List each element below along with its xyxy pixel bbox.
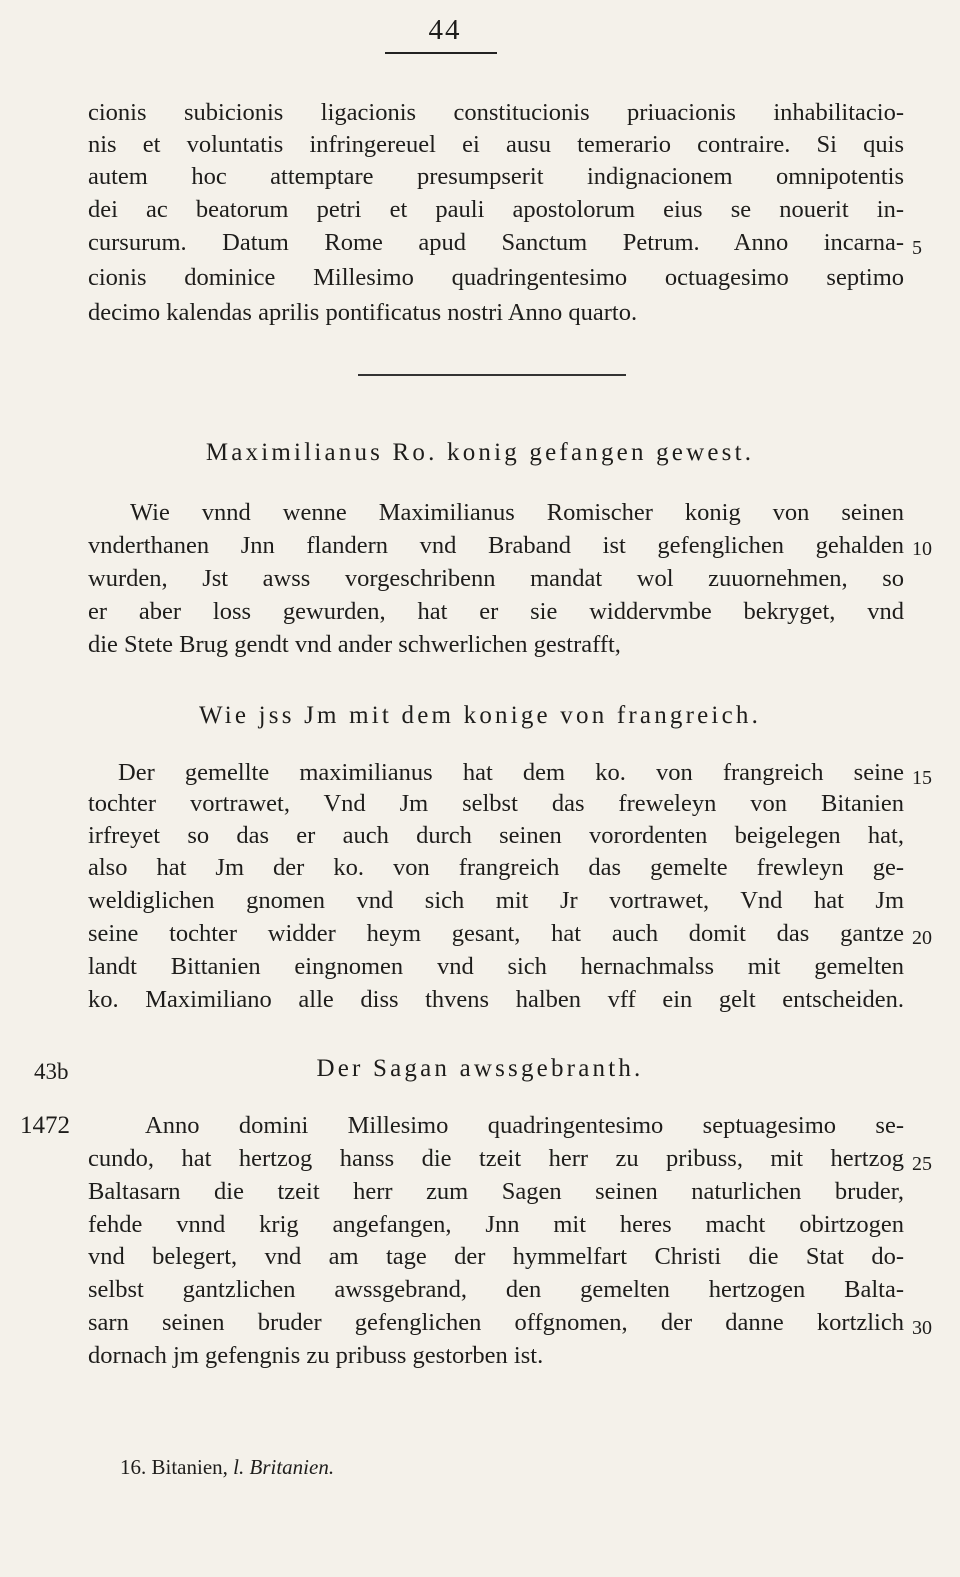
- text-line: vnderthanen Jnn flandern vnd Braband ist gefenglichen gehalden: [88, 532, 904, 559]
- line-number: 30: [912, 1317, 932, 1339]
- line-number: 5: [912, 237, 922, 259]
- line-number: 25: [912, 1153, 932, 1175]
- section-heading: Wie jss Jm mit dem konige von frangreich.: [198, 702, 762, 729]
- section-heading: Maximilianus Ro. konig gefangen gewest.: [205, 439, 755, 466]
- page-number-rule: [385, 52, 497, 54]
- text-line: fehde vnnd krig angefangen, Jnn mit heres macht obirtzogen: [88, 1211, 904, 1238]
- footnote-number: 16.: [120, 1455, 147, 1479]
- text-line: cionis dominice Millesimo quadringentesimo octuagesimo septimo: [88, 264, 904, 291]
- text-line: autem hoc attemptare presumpserit indignacionem omnipotentis: [88, 163, 904, 190]
- text-line: weldiglichen gnomen vnd sich mit Jr vortrawet, Vnd hat Jm: [88, 887, 904, 914]
- text-line: dei ac beatorum petri et pauli apostolorum eius se nouerit in-: [88, 196, 904, 223]
- text-line: die Stete Brug gendt vnd ander schwerlichen gestrafft,: [88, 631, 621, 658]
- text-line: wurden, Jst awss vorgeschribenn mandat wol zuuornehmen, so: [88, 565, 904, 592]
- text-line: er aber loss gewurden, hat er sie widdervmbe bekryget, vnd: [88, 598, 904, 625]
- line-number: 20: [912, 927, 932, 949]
- page-number: 44: [428, 14, 462, 46]
- text-line: dornach jm gefengnis zu pribuss gestorben ist.: [88, 1342, 544, 1369]
- section-heading: Der Sagan awssgebranth.: [316, 1055, 644, 1082]
- text-line: Wie vnnd wenne Maximilianus Romischer konig von seinen: [130, 499, 904, 526]
- text-line: decimo kalendas aprilis pontificatus nostri Anno quarto.: [88, 299, 638, 326]
- text-line: Der gemellte maximilianus hat dem ko. von frangreich seine: [118, 759, 904, 786]
- text-line: nis et voluntatis infringereuel ei ausu temerario contraire. Si quis: [88, 131, 904, 158]
- footnote-correction: Britanien.: [249, 1455, 335, 1479]
- text-line: ko. Maximiliano alle diss thvens halben vff ein gelt entscheiden.: [88, 986, 904, 1013]
- line-number: 10: [912, 538, 932, 560]
- text-line: landt Bittanien eingnomen vnd sich hernachmalss mit gemelten: [88, 953, 904, 980]
- line-number: 15: [912, 767, 932, 789]
- text-line: seine tochter widder heym gesant, hat auch domit das gantze: [88, 920, 904, 947]
- margin-reference: 43b: [34, 1059, 69, 1084]
- text-line: tochter vortrawet, Vnd Jm selbst das freweleyn von Bitanien: [88, 790, 904, 817]
- footnote-text: Bitanien,: [151, 1455, 228, 1479]
- footnote: [120, 1452, 334, 1482]
- text-line: Baltasarn die tzeit herr zum Sagen seinen naturlichen bruder,: [88, 1178, 904, 1205]
- margin-year: 1472: [20, 1112, 70, 1139]
- text-line: cionis subicionis ligacionis constitucionis priuacionis inhabilitacio-: [88, 99, 904, 126]
- text-line: Anno domini Millesimo quadringentesimo septuagesimo se-: [145, 1112, 904, 1139]
- text-line: cundo, hat hertzog hanss die tzeit herr zu pribuss, mit hertzog: [88, 1145, 904, 1172]
- section-separator-rule: [358, 374, 626, 376]
- text-line: irfreyet so das er auch durch seinen vorordenten beigelegen hat,: [88, 822, 904, 849]
- text-line: also hat Jm der ko. von frangreich das gemelte frewleyn ge-: [88, 854, 904, 881]
- footnote-abbreviation: l.: [233, 1455, 245, 1479]
- text-line: sarn seinen bruder gefenglichen offgnomen, der danne kortzlich: [88, 1309, 904, 1336]
- text-line: cursurum. Datum Rome apud Sanctum Petrum. Anno incarna-: [88, 229, 904, 256]
- text-line: vnd belegert, vnd am tage der hymmelfart Christi die Stat do-: [88, 1243, 904, 1270]
- text-line: selbst gantzlichen awssgebrand, den gemelten hertzogen Balta-: [88, 1276, 904, 1303]
